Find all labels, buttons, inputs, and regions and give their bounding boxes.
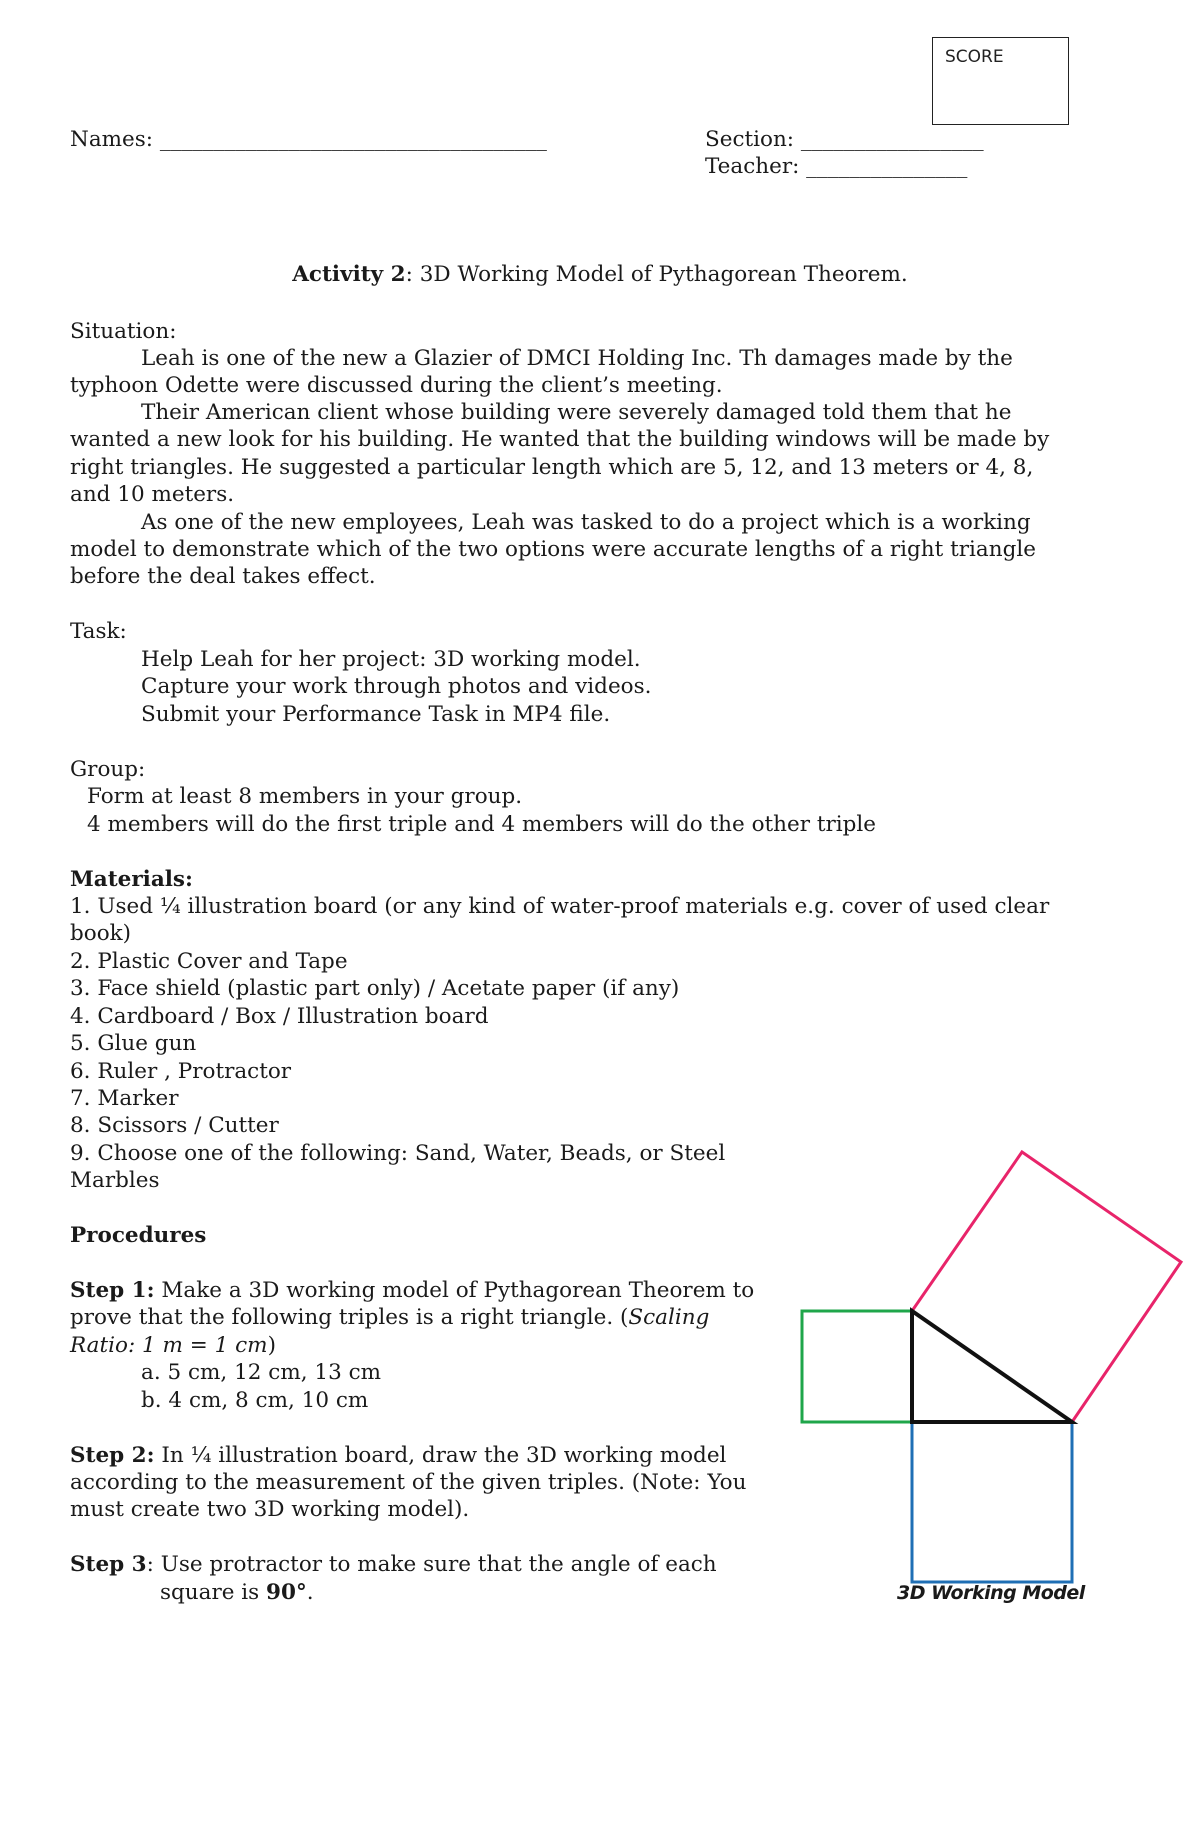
materials-item: 2. Plastic Cover and Tape <box>70 949 348 974</box>
names-field[interactable]: Names: ____________________________________ <box>70 127 547 152</box>
situation-line: Their American client whose building were severely damaged told them that he <box>141 400 1012 425</box>
materials-item: Marbles <box>70 1168 160 1193</box>
materials-item: 9. Choose one of the following: Sand, Water, Beads, or Steel <box>70 1141 726 1166</box>
bottom-square <box>912 1422 1072 1582</box>
step1-label: Step 1: <box>70 1278 155 1303</box>
materials-heading: Materials: <box>70 867 193 892</box>
situation-line: wanted a new look for his building. He wanted that the building windows will be made by <box>70 427 1050 452</box>
materials-item: 4. Cardboard / Box / Illustration board <box>70 1004 489 1029</box>
step3-text: : Use protractor to make sure that the angle of each <box>146 1552 717 1577</box>
task-heading: Task: <box>70 619 127 644</box>
materials-item: 6. Ruler , Protractor <box>70 1059 292 1084</box>
situation-line: Leah is one of the new a Glazier of DMCI Holding Inc. Th damages made by the <box>141 346 1013 371</box>
materials-item: 7. Marker <box>70 1086 179 1111</box>
step1-option-b: b. 4 cm, 8 cm, 10 cm <box>141 1388 369 1413</box>
step1-text: prove that the following triples is a right triangle. ( <box>70 1305 629 1330</box>
step1-text: ) <box>267 1333 276 1358</box>
teacher-field[interactable]: Teacher: _______________ <box>705 154 968 179</box>
step1-italic: Ratio: 1 m = 1 cm <box>70 1333 268 1358</box>
task-item: Capture your work through photos and videos. <box>141 674 652 699</box>
group-item: 4 members will do the first triple and 4 members will do the other triple <box>87 812 876 837</box>
activity-title-rest: : 3D Working Model of Pythagorean Theorem. <box>405 262 908 287</box>
section-field[interactable]: Section: _________________ <box>705 127 984 152</box>
group-heading: Group: <box>70 757 146 782</box>
step3-bold: 90° <box>266 1580 307 1605</box>
task-item: Help Leah for her project: 3D working model. <box>141 647 641 672</box>
step2-line2: according to the measurement of the given triples. (Note: You <box>70 1470 747 1495</box>
materials-item: 3. Face shield (plastic part only) / Acetate paper (if any) <box>70 976 680 1001</box>
activity-title-bold: Activity 2 <box>292 262 406 287</box>
situation-line: As one of the new employees, Leah was tasked to do a project which is a working <box>141 510 1031 535</box>
situation-line: right triangles. He suggested a particular length which are 5, 12, and 13 meters or 4, 8, <box>70 455 1034 480</box>
score-label: SCORE <box>945 47 1004 67</box>
situation-line: and 10 meters. <box>70 482 235 507</box>
step3-text: square is <box>160 1580 267 1605</box>
step2-label: Step 2: <box>70 1443 155 1468</box>
situation-line: typhoon Odette were discussed during the client’s meeting. <box>70 373 723 398</box>
procedures-heading: Procedures <box>70 1223 207 1248</box>
materials-item: 5. Glue gun <box>70 1031 197 1056</box>
step3-label: Step 3 <box>70 1552 147 1577</box>
situation-line: before the deal takes effect. <box>70 564 376 589</box>
step2-text: In ¼ illustration board, draw the 3D working model <box>154 1443 727 1468</box>
group-item: Form at least 8 members in your group. <box>87 784 523 809</box>
materials-item: book) <box>70 921 132 946</box>
task-item: Submit your Performance Task in MP4 file. <box>141 702 611 727</box>
step1-option-a: a. 5 cm, 12 cm, 13 cm <box>141 1360 382 1385</box>
left-square <box>802 1311 912 1422</box>
right-triangle <box>912 1311 1072 1422</box>
hypotenuse-square <box>912 1152 1181 1422</box>
figure-caption: 3D Working Model <box>897 1582 1085 1604</box>
situation-line: model to demonstrate which of the two options were accurate lengths of a right triangle <box>70 537 1036 562</box>
situation-heading: Situation: <box>70 319 177 344</box>
materials-item: 1. Used ¼ illustration board (or any kind of water-proof materials e.g. cover of used clear <box>70 894 1050 919</box>
step1-italic: Scaling <box>628 1305 710 1330</box>
step2-line3: must create two 3D working model). <box>70 1497 470 1522</box>
step1-text: Make a 3D working model of Pythagorean Theorem to <box>154 1278 755 1303</box>
step3-text: . <box>306 1580 314 1605</box>
materials-item: 8. Scissors / Cutter <box>70 1113 279 1138</box>
